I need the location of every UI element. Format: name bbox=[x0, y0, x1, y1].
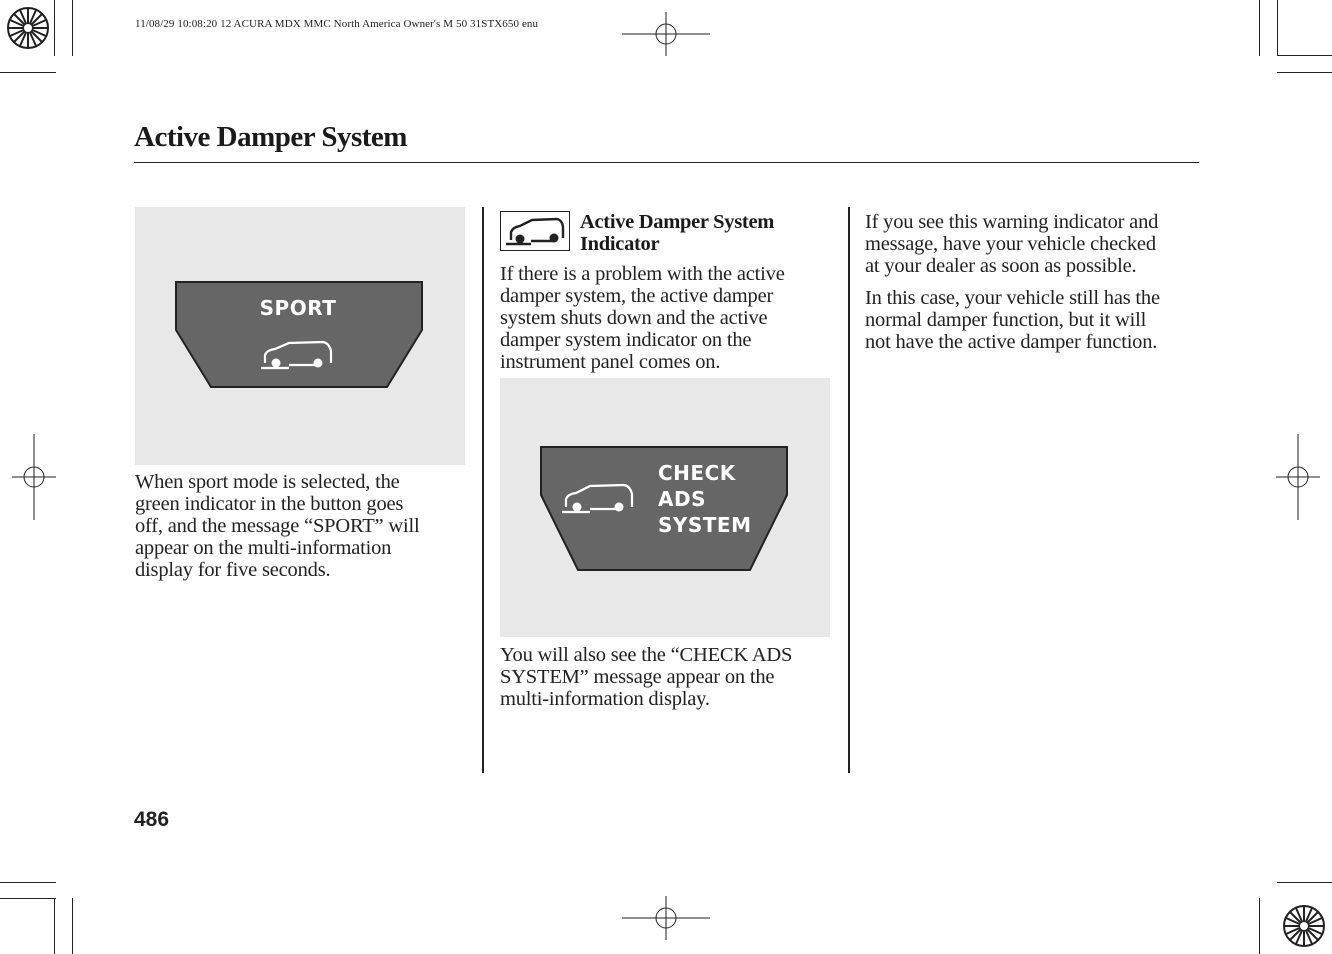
print-metadata: 11/08/29 10:08:20 12 ACURA MDX MMC North America Owner's M 50 31STX650 enu bbox=[135, 18, 539, 30]
column-divider bbox=[848, 207, 850, 773]
crosshair-registration-icon bbox=[620, 896, 712, 942]
page-title: Active Damper System bbox=[134, 121, 407, 153]
car-suspension-icon bbox=[560, 479, 640, 517]
indicator-paragraph: If there is a problem with the active damper system, the active damper system shuts down and the active damper system indicator on the instrument panel comes on. bbox=[500, 263, 785, 373]
starburst-registration-icon bbox=[0, 0, 90, 90]
normal-damper-paragraph: In this case, your vehicle still has the normal damper function, but it will not have the active damper function. bbox=[865, 287, 1160, 353]
display-message-check-ads: CHECK ADS SYSTEM bbox=[658, 461, 752, 537]
check-ads-paragraph: You will also see the “CHECK ADS SYSTEM” message appear on the multi-information display. bbox=[500, 644, 793, 710]
indicator-heading: Active Damper System Indicator bbox=[580, 211, 775, 255]
multi-information-display bbox=[135, 207, 465, 465]
crosshair-registration-icon bbox=[10, 434, 58, 522]
sport-mode-paragraph: When sport mode is selected, the green indicator in the button goes off, and the message “SPORT” will appear on the multi-information display for five seconds. bbox=[135, 471, 420, 581]
title-divider bbox=[134, 162, 1199, 163]
crosshair-registration-icon bbox=[620, 12, 712, 58]
indicator-icon-box bbox=[500, 211, 570, 251]
car-suspension-icon bbox=[259, 337, 339, 373]
display-message-sport: SPORT bbox=[259, 296, 337, 320]
page-number: 486 bbox=[134, 808, 170, 831]
crosshair-registration-icon bbox=[1274, 434, 1322, 522]
active-damper-indicator-icon bbox=[501, 212, 569, 250]
check-ads-display-figure bbox=[500, 378, 830, 637]
starburst-registration-icon bbox=[1262, 890, 1332, 954]
column-divider bbox=[482, 207, 484, 773]
sport-display-figure bbox=[135, 207, 465, 465]
dealer-check-paragraph: If you see this warning indicator and message, have your vehicle checked at your dealer as soon as possible. bbox=[865, 211, 1159, 277]
